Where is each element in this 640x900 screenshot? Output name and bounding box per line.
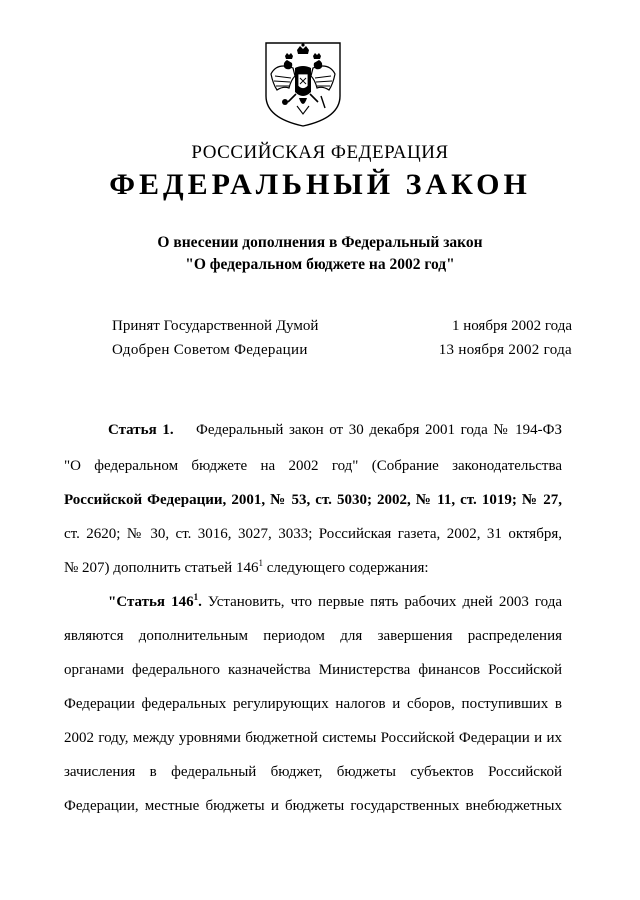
article-1-line: "О федеральном бюджете на 2002 год" (Собрание законодательства (64, 458, 562, 474)
article-146-line: органами федерального казначейства Министерства финансов Российской (64, 662, 562, 678)
law-title-line2: "О федеральном бюджете на 2002 год" (185, 256, 455, 273)
article-1-line: Статья 1. Федеральный закон от 30 декабря 2001 года № 194-ФЗ (108, 422, 562, 438)
adoption-row-duma (112, 318, 572, 340)
law-title (0, 232, 640, 276)
law-title-line1: О внесении дополнения в Федеральный закон (157, 234, 483, 251)
adoption-org: Принят Государственной Думой (112, 318, 319, 334)
article-146-line: Федерации, местные бюджеты и бюджеты государственных внебюджетных (64, 798, 562, 814)
article-146-line: Федерации федеральных регулирующих налогов и сборов, поступивших в (64, 696, 562, 712)
adoption-org: Одобрен Советом Федерации (112, 342, 308, 358)
article-146-label: "Статья $146^1$. (108, 592, 202, 610)
article-146-line: 2002 году, между уровнями бюджетной системы Российской Федерации и их (64, 730, 562, 746)
article-1-line: № 207) дополнить статьей $146^1$ следующего содержания: (64, 558, 429, 576)
article-146-line: являются дополнительным периодом для завершения распределения (64, 628, 562, 644)
article-1-label: Статья 1. (108, 422, 174, 438)
adoption-row-council (112, 342, 572, 364)
russian-coat-of-arms-icon (263, 40, 343, 128)
article-146-line: зачисления в федеральный бюджет, бюджеты субъектов Российской (64, 764, 562, 780)
article-1-line: ст. 2620; № 30, ст. 3016, 3027, 3033; Российская газета, 2002, 31 октября, (64, 526, 562, 542)
adoption-date: 13 ноября 2002 года (438, 342, 572, 358)
article-1-line: Российской Федерации, 2001, № 53, ст. 5030; 2002, № 11, ст. 1019; № 27, (64, 492, 562, 508)
document-type: ФЕДЕРАЛЬНЫЙ ЗАКОН (109, 168, 531, 201)
country-name: РОССИЙСКАЯ ФЕДЕРАЦИЯ (191, 142, 449, 163)
article-146-line: "Статья $146^1$. Установить, что первые пять рабочих дней 2003 года (108, 592, 562, 610)
adoption-date: 1 ноября 2002 года (451, 318, 572, 334)
